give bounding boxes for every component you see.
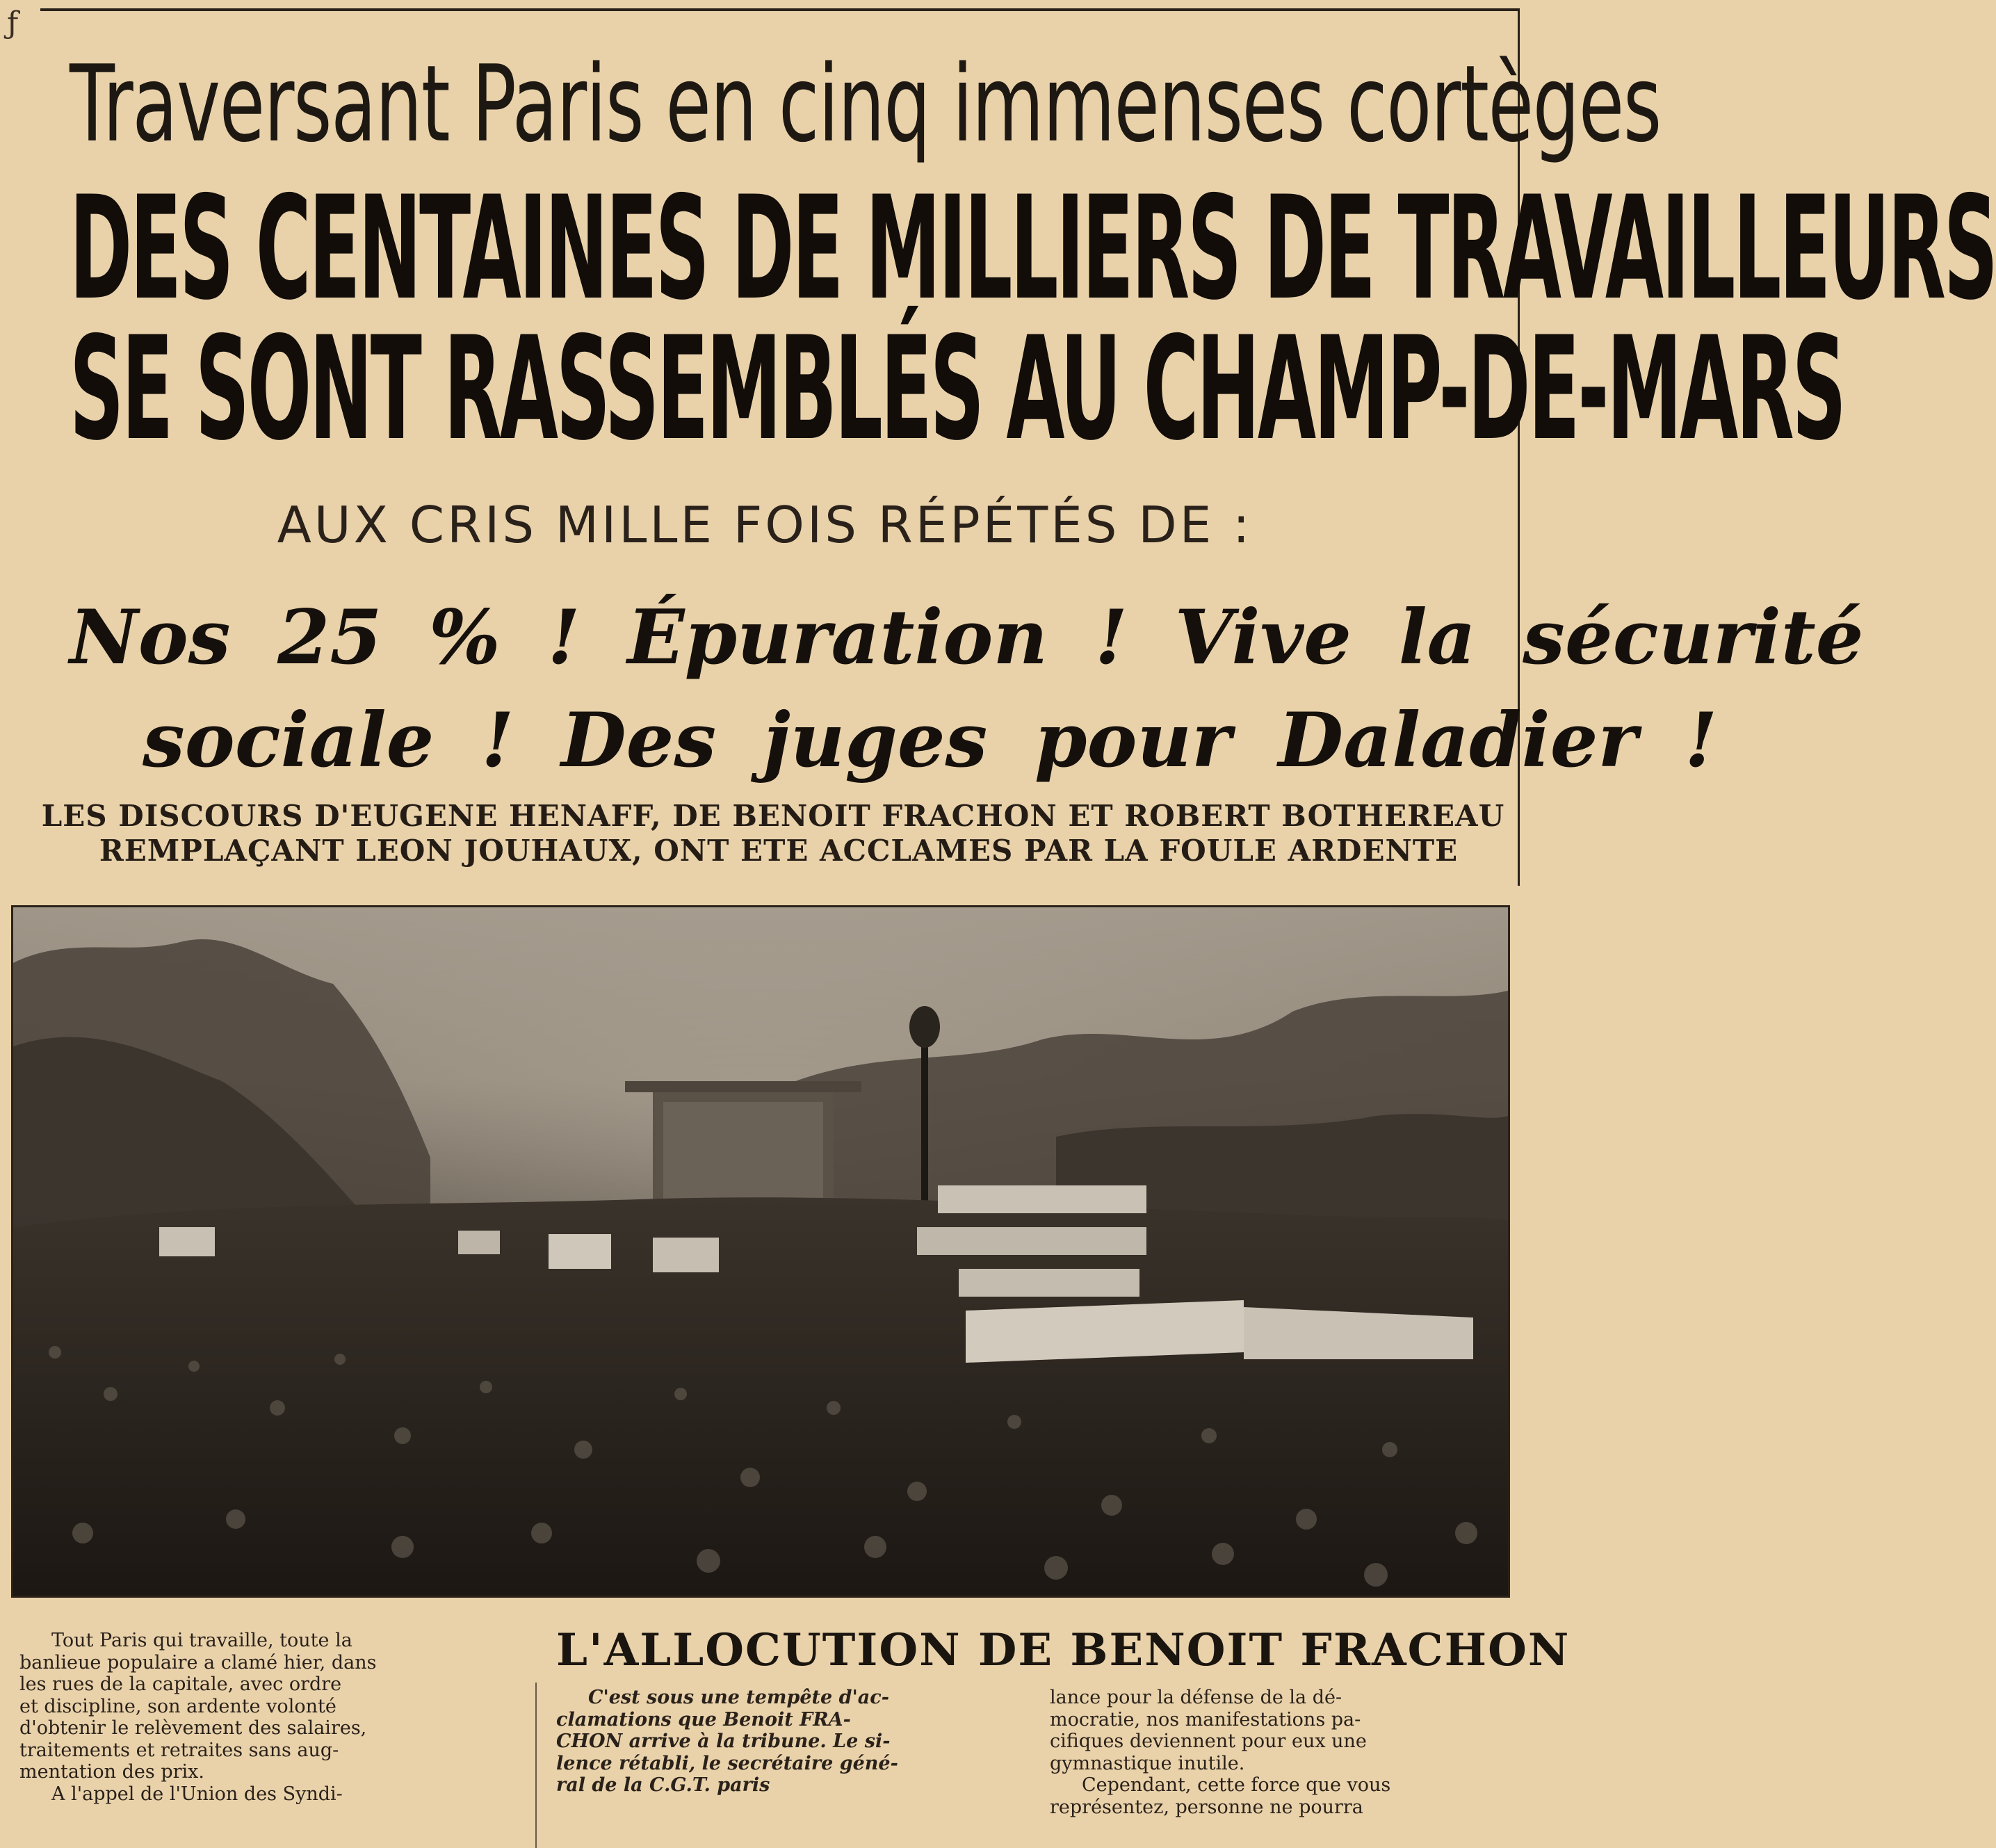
right-line-1: lance pour la défense de la dé- [1050, 1687, 1342, 1708]
page-edge-mark: ƒ [7, 6, 19, 41]
column-rule [535, 1683, 537, 1848]
left-line-8: A l'appel de l'Union des Syndi- [51, 1783, 343, 1805]
subhead: AUX CRIS MILLE FOIS RÉPÉTÉS DE : [277, 496, 1253, 554]
left-line-4: et discipline, son ardente volonté [19, 1695, 336, 1717]
left-line-7: mentation des prix. [19, 1761, 204, 1783]
mid-line-2: clamations que Benoit FRA- [556, 1708, 851, 1731]
right-line-3: cifiques deviennent pour eux une [1050, 1731, 1367, 1752]
mid-line-3: CHON arrive à la tribune. Le si- [556, 1731, 891, 1752]
crowd-photo [11, 905, 1510, 1598]
section-heading: L'ALLOCUTION DE BENOIT FRACHON [556, 1624, 1571, 1676]
right-line-4: gymnastique inutile. [1050, 1752, 1245, 1774]
headline-line-2: SE SONT RASSEMBLÉS AU CHAMP-DE-MARS [70, 307, 1844, 472]
right-column [1050, 1687, 1523, 1818]
left-line-3: les rues de la capitale, avec ordre [19, 1673, 342, 1695]
left-line-6: traitements et retraites sans aug- [19, 1739, 339, 1761]
right-line-6: représentez, personne ne pourra [1050, 1796, 1363, 1818]
mid-line-5: ral de la C.G.T. paris [556, 1774, 770, 1796]
left-line-2: banlieue populaire a clamé hier, dans [19, 1651, 377, 1673]
deck-line-1: LES DISCOURS D'EUGENE HENAFF, DE BENOIT FRACHON ET ROBERT BOTHEREAU [41, 799, 1505, 833]
deck-line-2: REMPLAÇANT LEON JOUHAUX, ONT ETE ACCLAMES PAR LA FOULE ARDENTE [99, 834, 1459, 868]
left-line-1: Tout Paris qui travaille, toute la [51, 1630, 352, 1651]
mid-line-4: lence rétabli, le secrétaire géné- [556, 1752, 898, 1774]
left-line-5: d'obtenir le relèvement des salaires, [19, 1717, 367, 1739]
middle-column [556, 1687, 1015, 1797]
right-line-5: Cependant, cette force que vous [1082, 1774, 1391, 1796]
slogan-line-1: Nos 25 % ! Épuration ! Vive la sécurité [70, 594, 1864, 681]
mid-line-1: C'est sous une tempête d'ac- [588, 1687, 889, 1708]
slogan-line-2: sociale ! Des juges pour Daladier ! [143, 697, 1718, 784]
right-line-2: mocratie, nos manifestations pa- [1050, 1708, 1361, 1731]
crowd-photo-illustration [13, 907, 1508, 1596]
headline-line-1: DES CENTAINES DE MILLIERS DE TRAVAILLEURS [70, 166, 1996, 332]
left-column [19, 1630, 496, 1805]
kicker: Traversant Paris en cinq immenses cortèges [70, 42, 1661, 165]
